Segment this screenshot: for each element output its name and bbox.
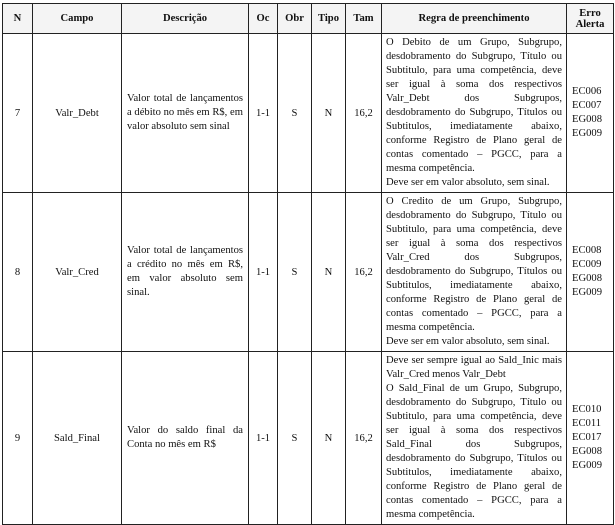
table-row	[3, 193, 614, 352]
header-regra: Regra de preenchimento	[382, 4, 567, 34]
error-code: EC008	[572, 245, 602, 256]
table-row	[3, 352, 614, 525]
regra-paragraph: O Debito de um Grupo, Subgrupo, desdobramento do Subgrupo, Título ou Subtitulo, para uma competência, deve ser igual à soma dos respectivos Valr_Debt dos Subgrupos, desdobramento do Subgrupo, Títulos ou Subtitulos, imediatamente abaixo, conforme Registro de Plano geral de contas comentado – PGCC, para a mesma competência.	[386, 37, 562, 174]
header-obr: Obr	[278, 4, 312, 34]
error-code: EC007	[572, 100, 602, 111]
cell-erros	[567, 352, 614, 525]
cell-n: 8	[3, 193, 33, 352]
regra-paragraph: O Sald_Final de um Grupo, Subgrupo, desdobramento do Subgrupo, Título ou Subtitulo, para uma competência, deve ser igual à soma dos respectivos Sald_Final dos Subgrupos, desdobramento do Subgrupo, Títulos ou Subtitulos, imediatamente abaixo, conforme Registro de Plano geral de contas comentado – PGCC, para a mesma competência.	[386, 383, 562, 520]
cell-tam: 16,2	[346, 352, 382, 525]
regra-paragraph: Deve ser sempre igual ao Sald_Inic mais Valr_Cred menos Valr_Debt	[386, 355, 562, 380]
error-code: EC011	[572, 418, 602, 429]
cell-obr: S	[278, 34, 312, 193]
regra-paragraph: Deve ser em valor absoluto, sem sinal.	[386, 177, 550, 188]
error-code: EG009	[572, 287, 603, 298]
error-code: EG008	[572, 114, 603, 125]
cell-erros	[567, 193, 614, 352]
cell-tam: 16,2	[346, 193, 382, 352]
cell-campo: Sald_Final	[33, 352, 122, 525]
header-tam: Tam	[346, 4, 382, 34]
cell-obr: S	[278, 193, 312, 352]
header-row	[3, 4, 614, 34]
cell-n: 7	[3, 34, 33, 193]
table-row	[3, 34, 614, 193]
cell-oc: 1-1	[249, 34, 278, 193]
cell-tipo: N	[312, 34, 346, 193]
cell-regra	[382, 34, 567, 193]
error-code: EG008	[572, 446, 603, 457]
error-code: EG008	[572, 273, 603, 284]
header-alerta: Alerta	[575, 18, 605, 30]
cell-tipo: N	[312, 352, 346, 525]
cell-obr: S	[278, 352, 312, 525]
header-erro-alerta	[567, 4, 614, 34]
error-code: EG009	[572, 460, 603, 471]
header-tipo: Tipo	[312, 4, 346, 34]
error-code: EG009	[572, 128, 603, 139]
cell-descricao: Valor total de lançamentos a débito no mês em R$, em valor absoluto sem sinal	[122, 34, 249, 193]
cell-n: 9	[3, 352, 33, 525]
header-descricao: Descrição	[122, 4, 249, 34]
header-erro: Erro	[579, 7, 601, 19]
cell-campo: Valr_Cred	[33, 193, 122, 352]
cell-tipo: N	[312, 193, 346, 352]
error-code: EC010	[572, 404, 602, 415]
cell-descricao: Valor total de lançamentos a crédito no mês em R$, em valor absoluto sem sinal.	[122, 193, 249, 352]
regra-paragraph: O Credito de um Grupo, Subgrupo, desdobramento do Subgrupo, Título ou Subtitulo, para uma competência, deve ser igual à soma dos respectivos Valr_Cred dos Subgrupos, desdobramento do Subgrupo, Títulos ou Subtitulos, imediatamente abaixo, conforme Registro de Plano geral de contas comentado – PGCC, para a mesma competência.	[386, 196, 562, 333]
header-campo: Campo	[33, 4, 122, 34]
header-oc: Oc	[249, 4, 278, 34]
cell-regra	[382, 352, 567, 525]
cell-oc: 1-1	[249, 193, 278, 352]
error-code: EC009	[572, 259, 602, 270]
cell-erros	[567, 34, 614, 193]
error-code: EC006	[572, 86, 602, 97]
field-spec-table	[2, 3, 614, 525]
cell-oc: 1-1	[249, 352, 278, 525]
cell-tam: 16,2	[346, 34, 382, 193]
cell-regra	[382, 193, 567, 352]
cell-descricao: Valor do saldo final da Conta no mês em R$	[122, 352, 249, 525]
cell-campo: Valr_Debt	[33, 34, 122, 193]
regra-paragraph: Deve ser em valor absoluto, sem sinal.	[386, 336, 550, 347]
error-code: EC017	[572, 432, 602, 443]
header-n: N	[3, 4, 33, 34]
